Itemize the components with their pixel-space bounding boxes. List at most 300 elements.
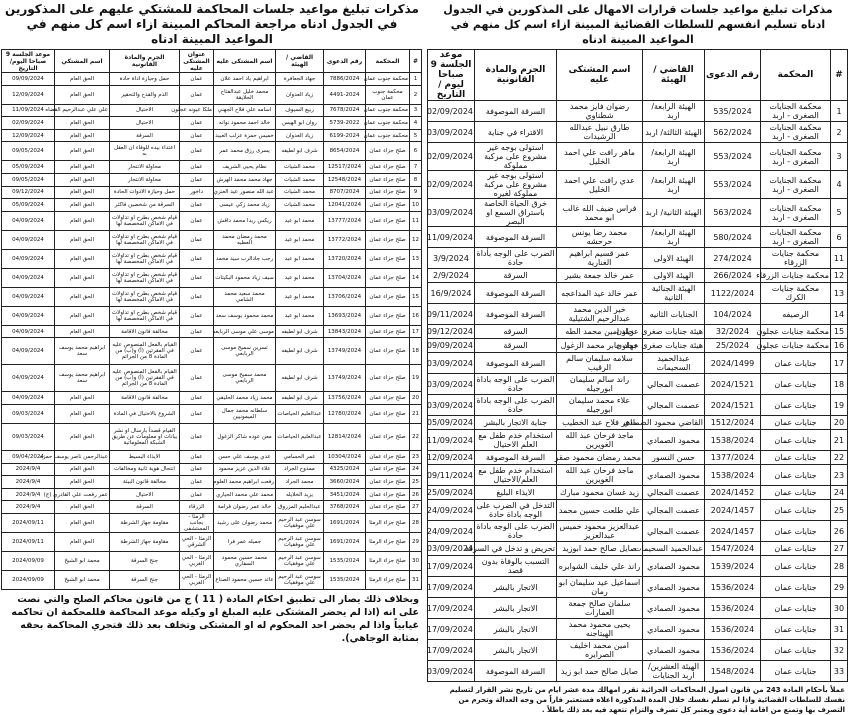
table-cell: عصمت المجالي [643,486,705,500]
table-cell: محاولة الانتحار [110,161,180,174]
table-cell: يزيد الخلايله [276,488,324,501]
table-cell: 09/05/2024 [2,173,55,186]
table-row [2,488,422,501]
table-cell: فراس ضيف الله غالب ابو محمد [557,199,643,227]
table-cell: صلح جزاء عمان [366,306,410,325]
table-cell: 04/09/2024 [2,338,55,365]
table-cell: 12780/2024 [324,404,366,423]
table-cell: 6199-2024 [324,129,366,142]
table-cell: صلح جزاء الرمثا [366,513,410,532]
table-row [428,374,848,395]
table-cell: راند علي خليف الشوابره [557,556,643,577]
table-cell: الرمثا - الحي الشرقي [180,532,214,551]
table-cell: 05/09/2024 [428,416,475,430]
table-cell: مقاومة جهاز الشرطة [110,532,180,551]
table-cell: 02/09/2024 [2,117,55,130]
table-cell: 1377/2024 [705,451,761,465]
table-cell: 21 [831,430,848,451]
table-cell: الهيئة الثانية/ اربد [643,199,705,227]
table-cell: 24/09/2024 [428,500,475,521]
table-cell: 12 [831,269,848,283]
table-cell: 1536/2024 [705,619,761,640]
table-row [428,451,848,465]
table-cell: الهيئة العشرين/اربد الجنايات [643,661,705,682]
table-cell: محمد ابو عيد [276,306,324,325]
table-cell: 03/09/2024 [428,395,475,416]
table-cell: 05/09/2024 [2,161,55,174]
table-cell: خميس حمزة عزلب العبيد [214,129,276,142]
table-cell: قيام شخص بطرح او تداولات في الاماكن المخصصة لها [110,211,180,230]
table-cell: 4 [410,117,422,130]
table-cell: محمد حسين محمود السفاري [214,551,276,570]
table-cell: 20 [831,416,848,430]
table-row [2,142,422,161]
table-cell: 25 [831,500,848,521]
column-header: رقم الدعوى [324,50,366,73]
table-row [2,249,422,268]
table-cell: 26 [410,488,422,501]
table-cell: 12814/2024 [324,423,366,450]
table-cell: 09/12/2024 [2,186,55,199]
table-cell: عصمت المجالي [643,395,705,416]
table-cell: صلح جزاء عمان [366,230,410,249]
table-cell: الحق العام [55,287,110,306]
table-cell: الرمثا - الحي الغربي [180,551,214,570]
column-header: عنوان المشتكى عليه [180,50,214,73]
table-cell: 1535/2024 [324,570,366,589]
table-cell: محمد خليل عبدالفتاح الحلايقة [214,85,276,104]
table-cell: محمد ابو عيد [276,230,324,249]
table-cell: طارق نبيل عبدالله الرشيدات [557,122,643,143]
table-cell: 17/09/2024 [428,598,475,619]
table-cell: 1536/2024 [705,640,761,661]
table-cell: محمد سعيد محمد الشامي [214,287,276,306]
table-cell: 18 [831,374,848,395]
table-cell: 562/2024 [705,122,761,143]
table-cell: 04/09/2024 [2,365,55,392]
table-cell: علي علي عبدالرحيم القضاه [55,104,110,117]
table-cell: استخدام خدم طفل مع العلم الاحتيال [475,430,557,451]
table-cell: السرقة الموصوفة [475,283,557,304]
table-row [428,101,848,122]
table-cell: الحق العام [55,199,110,212]
table-cell: السرقة [475,269,557,283]
table-cell: صلح جزاء عمان [366,173,410,186]
table-cell: الحق العام [55,161,110,174]
table-cell: شرف ابو لطيفه [276,325,324,338]
table-cell: جهاد الجعافرة [276,73,324,86]
table-cell: استولى بوجه غير مشروع على مركبة مملوكة [475,143,557,171]
table-cell: 1539/2024 [705,556,761,577]
table-cell: صلح جزاء عمان [366,423,410,450]
table-cell: 3451/2024 [324,488,366,501]
table-cell: حسن النسور [643,451,705,465]
table-row [2,365,422,392]
table-cell: 2024/09/09 [2,570,55,589]
table-cell: 2024/1521 [705,374,761,395]
table-cell: الضرب على الوجه باداة حادة [475,521,557,542]
table-cell: 25 [410,476,422,489]
table-cell: 1 [410,73,422,86]
table-cell: زياد العدوان [276,85,324,104]
table-cell: عمر الحسامي [276,450,324,463]
table-cell: عمان [180,463,214,476]
table-cell: 2024/09/11 [2,513,55,532]
table-cell: محمد علي محمد الحياري [214,488,276,501]
table-cell: 12 [410,230,422,249]
table-cell: عمان [180,173,214,186]
table-cell: الايذاء البليغ [475,486,557,500]
table-cell: محكمة جنايات عجلون [761,339,831,353]
table-row [428,640,848,661]
table-cell: عمر رفعت علي القادري (ج) [55,488,110,501]
table-cell: 3 [831,143,848,171]
column-header: اسم المشتكى عليه [557,50,643,101]
table-cell: 266/2024 [705,269,761,283]
table-cell: السرقة [110,129,180,142]
table-cell: محمد رضا يونس حرحشه [557,227,643,248]
table-cell: محمد ابو عيد [276,287,324,306]
table-cell: محمد سميح موسى الربابعي [214,365,276,392]
table-cell: الاتجار بالبشر [475,619,557,640]
table-cell: ريكس ريدا محمد داقش [214,211,276,230]
table-row [428,556,848,577]
table-row [2,268,422,287]
table-cell: 13772/2024 [324,230,366,249]
table-cell: عمان [180,211,214,230]
table-cell: 04/09/2024 [2,325,55,338]
table-cell: الحق العام [55,129,110,142]
table-cell: 22 [410,423,422,450]
table-cell: الحق العام [55,249,110,268]
table-cell: صلح جزاء عمان [366,463,410,476]
table-cell: السرقة الموصوفة [475,451,557,465]
table-cell: خالد احمد محمود نوانه [214,117,276,130]
table-cell: 13704/2024 [324,268,366,287]
table-cell: جميله عمر فرا [214,532,276,551]
table-cell: هيئة جنايات صغرى عجلون [643,339,705,353]
table-cell: سوسن عبد الرحيم علي موفقيات [276,532,324,551]
table-cell: صلح جزاء عمان [366,450,410,463]
table-cell: 28 [410,513,422,532]
table-cell: 2024/09/09 [2,551,55,570]
table-cell: صلح جزاء عمان [366,488,410,501]
table-cell: محكمة جنايات الكرك [761,283,831,304]
table-cell: 11 [831,248,848,269]
table-cell: عمان [180,476,214,489]
table-cell: 1547/2024 [705,542,761,556]
table-cell: عبدالحميد السحيمات [643,353,705,374]
table-cell: سلامه سليمان سالم الرقيب [557,353,643,374]
table-row [428,416,848,430]
table-row [2,338,422,365]
table-cell: 563/2024 [705,199,761,227]
table-cell: 9 [410,186,422,199]
table-cell: 12/09/2024 [2,129,55,142]
table-cell: ابراهيم ياد احمد علان [214,73,276,86]
table-cell: 17/09/2024 [428,619,475,640]
table-cell: عمان [180,199,214,212]
table-cell: محمد ابو عيد [276,211,324,230]
table-cell: 04/09/2024 [2,230,55,249]
table-row [2,173,422,186]
table-cell: عمان [180,85,214,104]
table-row [2,325,422,338]
table-cell: 1122/2024 [705,283,761,304]
table-cell: قيام شخص بطرح او تداولات في الاماكن المخصصة لها [110,268,180,287]
table-cell: الحق العام [55,532,110,551]
table-row [2,551,422,570]
column-header: رقم الدعوى [705,50,761,101]
table-row [428,143,848,171]
table-cell: محكمة الجنايات الصغرى - اربد [761,227,831,248]
table-cell: صلح جزاء عمان [366,501,410,514]
table-row [428,486,848,500]
table-cell: 16 [410,306,422,325]
table-row [2,570,422,589]
table-cell: 7 [410,161,422,174]
table-cell: محكمة الجنايات الصغرى - اربد [761,122,831,143]
table-cell: الرمثا - الحي الغربي [180,570,214,589]
table-cell: 25/2024 [705,339,761,353]
table-row [428,171,848,199]
table-row [428,248,848,269]
table-cell: علي طلعت حسين محمد [557,500,643,521]
table-cell: عمان [180,117,214,130]
table-cell: عمان [180,338,214,365]
table-cell: رضوان فايز محمد شطناوي [557,101,643,122]
table-cell: الاحتيال [110,488,180,501]
table-cell: جنايات عمان [761,500,831,521]
table-cell: 09/11/2024 [428,304,475,325]
table-cell: عمان [180,306,214,325]
table-row [428,353,848,374]
table-cell: الاحتيال [110,117,180,130]
table-cell: محمد ابو عيد [276,268,324,287]
table-cell: الرصيفه [761,304,831,325]
table-cell: الحق العام [55,463,110,476]
table-cell: السرقة الموصوفة [475,227,557,248]
table-cell: عبدالرحمن ناصر يوسف حمزه [55,450,110,463]
table-cell: سوسن عبد الرحيم علي موفقيات [276,551,324,570]
table-cell: 4325/2024 [324,463,366,476]
table-cell: 1512/2024 [705,416,761,430]
table-row [428,465,848,486]
table-row [428,598,848,619]
table-cell: 5 [410,129,422,142]
table-cell: الحق العام [55,268,110,287]
table-cell: 17 [410,325,422,338]
table-row [2,117,422,130]
table-cell: مقاومة جهاز الشرطة [110,513,180,532]
table-cell: شرف ابو لطيفه [276,338,324,365]
table-row [428,199,848,227]
table-cell: سيف زياد محمود البكيتات [214,268,276,287]
table-row [2,450,422,463]
table-cell: 03/09/2024 [428,374,475,395]
table-cell: صلح جزاء عمان [366,325,410,338]
table-cell: محكمة جنوب عمان [366,85,410,104]
table-cell: صلح جزاء عمان [366,211,410,230]
table-cell: 04/09/2024 [2,211,55,230]
table-cell: زياد العدوان [276,129,324,142]
table-cell: اسامه علي فلاح الجهني [214,104,276,117]
column-header: الجرم والمادة القانونية [475,50,557,101]
table-cell: محمد رمضان محمود صقر [557,451,643,465]
table-cell: 13 [831,283,848,304]
table-cell: محكمة جنوب عمان [366,117,410,130]
table-cell: محكمة جنوب عمان [366,129,410,142]
table-cell: ممدوح الجراد [276,463,324,476]
column-header: المحكمة [761,50,831,101]
table-cell: ماجد فرحان عبد الله الغويرين [557,465,643,486]
table-cell: مخالفة قانون البيئة [110,476,180,489]
table-cell: 11/09/2024 [428,227,475,248]
table-cell: 7886/2024 [324,73,366,86]
table-cell: الاتجار بالبشر [475,577,557,598]
table-cell: 31 [410,570,422,589]
column-header: # [831,50,848,101]
table-cell: معن عوده شاكر الزغول [214,423,276,450]
table-cell: 553/2024 [705,171,761,199]
table-cell: 09/09/2024 [2,73,55,86]
table-cell: محمود الصمادي [643,598,705,619]
column-header: القاضي / الهيئة [276,50,324,73]
table-cell: 02/09/2024 [428,171,475,199]
column-header: موعد الجلسة 9 صباحا اليوم/التاريخ [2,50,55,73]
table-cell: جنايات عمان [761,353,831,374]
table-cell: 12041/2024 [324,199,366,212]
table-cell: تسرين سميح موسى الربابعي [214,338,276,365]
table-cell: الحق العام [55,404,110,423]
table-row [428,339,848,353]
table-cell: 1691/2024 [324,532,366,551]
table-cell: 2024/1521 [705,395,761,416]
table-cell: الهيئة الرابعة/ اربد [643,143,705,171]
table-cell: 24/09/2024 [428,521,475,542]
table-cell: 4491-2024 [324,85,366,104]
table-cell: تحريض و تدخل في السرقة [475,542,557,556]
table-cell: 02/09/2024 [428,143,475,171]
table-cell: 17 [831,353,848,374]
table-cell: محمد ابو الشيخ [55,551,110,570]
table-cell: 03/09/2024 [428,353,475,374]
table-cell: 8707/2024 [324,186,366,199]
table-cell: صلح جزاء الرمثا [366,551,410,570]
table-cell: خرق الحياة الخاصة باستراق السمع او البصر [475,199,557,227]
table-row [2,161,422,174]
table-cell: 13720/2024 [324,249,366,268]
column-header: الجرم والمادة القانونية [110,50,180,73]
table-cell: قيام شخص بطرح او تداولات في الاماكن المخصصة لها [110,230,180,249]
table-cell: جنايات عمان [761,486,831,500]
table-cell: عمان [180,392,214,405]
table-cell: الحق العام [55,73,110,86]
table-row [2,404,422,423]
table-cell: جنايات عمان [761,577,831,598]
table-cell: صلح جزاء عمان [366,142,410,161]
table-cell: الحق العام [55,230,110,249]
table-cell: 12517/2024 [324,161,366,174]
table-cell: صلح جزاء عمان [366,268,410,287]
table-cell: جهاد جابر محمد الزغول [557,339,643,353]
table-row [2,501,422,514]
table-cell: 32 [831,640,848,661]
trial-notices-panel [2,2,422,684]
table-cell: 04/09/2024 [2,392,55,405]
table-cell: عمان [180,450,214,463]
table-cell: ابراهيم محمد يوسف سعد [55,338,110,365]
table-cell: 12/09/2024 [428,451,475,465]
table-cell: 1536/2024 [705,598,761,619]
table-cell: صلح جزاء الرمثا [366,532,410,551]
table-cell: محمود الصمادي [643,556,705,577]
table-cell: الحق العام [55,501,110,514]
table-cell: محمد محمود يوسف سعد [214,306,276,325]
column-header: المحكمة [366,50,410,73]
table-cell: 11/09/2024 [428,430,475,451]
table-cell: 20 [410,392,422,405]
table-cell: الهيئة الرابعة/ اربد [643,227,705,248]
table-cell: عمان [180,365,214,392]
table-cell: 17/09/2024 [428,640,475,661]
table-cell: الايذاء البسيط [110,450,180,463]
trial-footer-note: وبخلاف ذلك يصار الى تطبيق احكام المادة ( 11 ) ج من قانون محاكم الصلح والتي نصت على انه (اذا لم يحضر المشتكى عليه المبلغ او وكيله موعد المحاكمة فللمحكمة ان تحاكمه غيابياً واذا لم يحضر احد المحكوم له او المشتكى وتخلف بعد ذلك فتجري المحاكمة بحقه بمثابة الوجاهي). [11,593,419,644]
table-cell: عمان [180,73,214,86]
table-cell: خالد عمر رضوان قرامة [214,501,276,514]
table-cell: 29 [831,577,848,598]
table-cell: محكمة جنايات الزرقاء [761,248,831,269]
table-cell: 13777/2024 [324,211,366,230]
table-cell: زيد غسان محمود مبارك [557,486,643,500]
table-header-row [428,50,848,101]
table-cell: محمد الجراد [276,476,324,489]
table-cell: 16 [831,339,848,353]
table-cell: عمر خالد عيد المداعجه [557,283,643,304]
table-cell: جنح السرقة [110,551,180,570]
table-cell: امين محمد اخليف الصرايره [557,640,643,661]
table-cell: محمد زياد محمد الحليقي [214,392,276,405]
table-cell: سوسن عبد الرحيم علي موفقيات [276,570,324,589]
table-cell: الحق العام [55,392,110,405]
table-row [428,122,848,143]
table-cell: القيام قصداً بارسال او نشر بيانات او معلومات عن طريق الشبكة المعلوماتية [110,423,180,450]
table-cell: داخور [180,186,214,199]
table-cell: 30 [831,598,848,619]
table-cell: السرقة الموصوفة [475,661,557,682]
table-cell: خير الدين محمد عبدالرحيم الشتيلية [557,304,643,325]
table-cell: الذم والقدح والتحقير [110,85,180,104]
table-cell: القيام بالفعل المنصوص عليه في الفقرتين (أ) و(ب) من المادة 8 من الجرائم [110,338,180,365]
table-cell: السرقة الموصوفة [475,353,557,374]
table-cell: 1691/2024 [324,513,366,532]
table-cell: 09/04/2024 [2,450,55,463]
table-cell: 13756/2024 [324,392,366,405]
table-cell: مخالفة قانون الاقامة [110,325,180,338]
table-cell: ماجد فرحان عبد الله الغويرين [557,430,643,451]
table-cell: 104/2024 [705,304,761,325]
table-cell: السرقة [110,501,180,514]
table-cell: صلح جزاء عمان [366,392,410,405]
table-cell: عائد حسين محمود الصناع [214,570,276,589]
table-cell: 3660/2024 [324,476,366,489]
table-cell: 24 [410,463,422,476]
table-cell: 8654/2024 [324,142,366,161]
table-row [2,73,422,86]
table-cell: 8 [410,173,422,186]
table-cell: 2024/1499 [705,353,761,374]
table-cell: زياد امين محمد الطه [557,325,643,339]
